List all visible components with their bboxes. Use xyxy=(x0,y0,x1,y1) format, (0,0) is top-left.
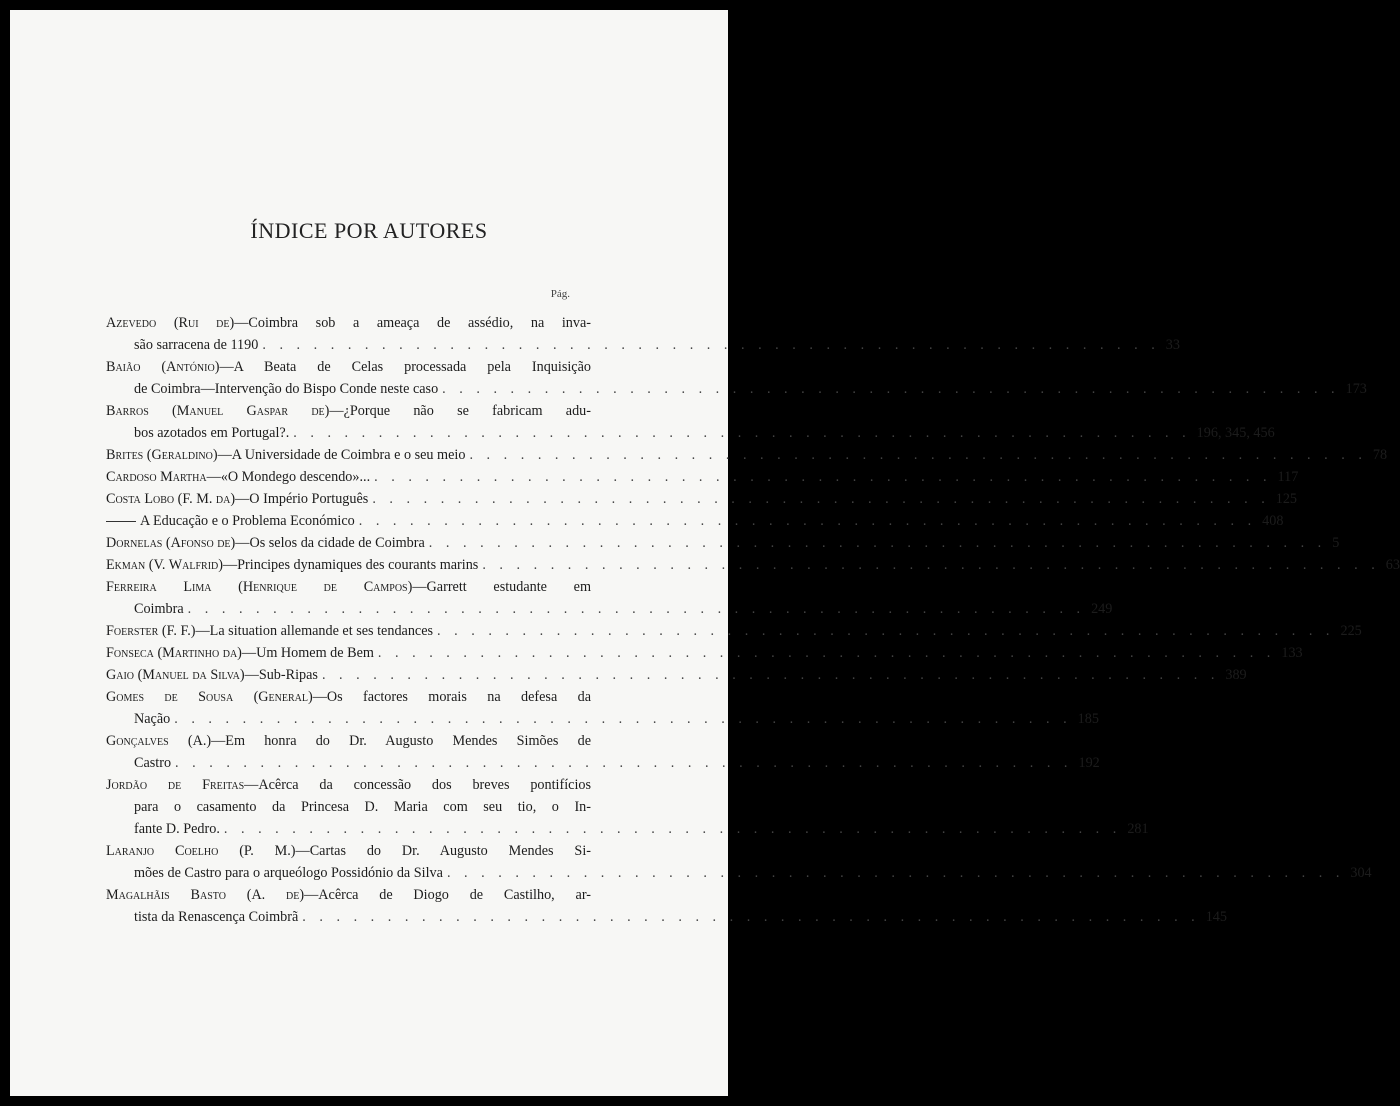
entry-line xyxy=(106,774,591,796)
entry-title-text: mões de Castro para o arqueólogo Possidónio da Silva xyxy=(134,865,443,881)
entry-author: Ferreira Lima (Henrique de Campos) xyxy=(106,579,413,595)
entry-title-text: —Principes dynamiques des courants marins xyxy=(222,557,479,573)
entry-line xyxy=(106,708,1099,730)
index-entry xyxy=(106,664,1247,686)
index-entry xyxy=(106,356,1367,400)
entry-line xyxy=(106,906,1227,928)
entry-line xyxy=(106,686,591,708)
page-number: 304 xyxy=(1350,865,1372,881)
dot-leader: . . . . . . . . . . . . . . . . . . . . . . . . . . . . . . . . . . . . . . . . . . . . . . . . . . . . . xyxy=(262,337,1160,353)
page-number: 408 xyxy=(1262,513,1284,529)
index-entry xyxy=(106,444,1388,466)
entry-line xyxy=(106,378,1367,400)
entry-title-text: —Sub-Ripas xyxy=(244,667,318,683)
entry-line xyxy=(106,620,1362,642)
entry-title-text: para o casamento da Princesa D. Maria com seu tio, o In- xyxy=(134,799,591,815)
entry-title-text: —«O Mondego descendo»... xyxy=(206,469,371,485)
entry-author: Magalhãis Basto (A. de) xyxy=(106,887,305,903)
entry-line xyxy=(106,598,1113,620)
entry-title-text: —A Universidade de Coimbra e o seu meio xyxy=(217,447,466,463)
entry-title-text: —Os factores morais na defesa da xyxy=(312,689,591,705)
entry-author: Gaio (Manuel da Silva) xyxy=(106,667,245,683)
entry-title-text: —O Império Português xyxy=(235,491,369,507)
entry-title-text: —Os selos da cidade de Coimbra xyxy=(235,535,425,551)
dot-leader: . . . . . . . . . . . . . . . . . . . . . . . . . . . . . . . . . . . . . . . . . . . . . . . . . . . . . xyxy=(482,557,1380,573)
dot-leader: . . . . . . . . . . . . . . . . . . . . . . . . . . . . . . . . . . . . . . . . . . . . . . . . . . . . . xyxy=(372,491,1270,507)
entry-author: Baião (António) xyxy=(106,359,220,375)
entry-line xyxy=(106,312,591,334)
index-entry xyxy=(106,400,1275,444)
entry-author: Gomes de Sousa (General) xyxy=(106,689,313,705)
index-entry xyxy=(106,532,1340,554)
entry-title-text: Coimbra xyxy=(134,601,184,617)
page-number: 192 xyxy=(1078,755,1100,771)
dot-leader: . . . . . . . . . . . . . . . . . . . . . . . . . . . . . . . . . . . . . . . . . . . . . . . . . . . . . xyxy=(442,381,1340,397)
entry-line xyxy=(106,576,591,598)
page-title: ÍNDICE POR AUTORES xyxy=(250,218,488,243)
dot-leader: . . . . . . . . . . . . . . . . . . . . . . . . . . . . . . . . . . . . . . . . . . . . . . . . . . . . . xyxy=(223,821,1122,837)
page-column-label: Pág. xyxy=(550,288,570,300)
page-number: 63 xyxy=(1385,557,1400,573)
entry-author: Dornelas (Afonso de) xyxy=(106,535,236,551)
entry-title-text: —Coimbra sob a ameaça de assédio, na inva- xyxy=(234,315,592,331)
page-number: 133 xyxy=(1281,645,1303,661)
page-number: 281 xyxy=(1127,821,1149,837)
entry-title-text: bos azotados em Portugal?. xyxy=(134,425,290,441)
entry-author: Foerster (F. F.) xyxy=(106,623,196,639)
page-number: 117 xyxy=(1277,469,1299,485)
entry-line xyxy=(106,796,591,818)
index-entry xyxy=(106,642,1303,664)
index-entry xyxy=(106,554,1400,576)
entry-title-text: —Acêrca de Diogo de Castilho, ar- xyxy=(304,887,591,903)
entry-line xyxy=(106,818,1149,840)
index-entry xyxy=(106,730,1100,774)
entry-author: Cardoso Martha xyxy=(106,469,207,485)
entry-title-text: —Garrett estudante em xyxy=(412,579,591,595)
entry-author: Costa Lobo (F. M. da) xyxy=(106,491,236,507)
entry-title-text: Nação xyxy=(134,711,171,727)
entry-line xyxy=(106,400,591,422)
dot-leader: . . . . . . . . . . . . . . . . . . . . . . . . . . . . . . . . . . . . . . . . . . . . . . . . . . . . . xyxy=(187,601,1086,617)
dot-leader: . . . . . . . . . . . . . . . . . . . . . . . . . . . . . . . . . . . . . . . . . . . . . . . . . . . . . xyxy=(302,909,1200,925)
page-number: 196, 345, 456 xyxy=(1196,425,1275,441)
dot-leader: . . . . . . . . . . . . . . . . . . . . . . . . . . . . . . . . . . . . . . . . . . . . . . . . . . . . . xyxy=(428,535,1327,551)
entry-title-text: são sarracena de 1190 xyxy=(134,337,259,353)
index-entry xyxy=(106,840,1372,884)
page-number: 225 xyxy=(1340,623,1362,639)
entry-author: Azevedo (Rui de) xyxy=(106,315,235,331)
entry-author: Ekman (V. Walfrid) xyxy=(106,557,223,573)
entry-title-text: fante D. Pedro. xyxy=(134,821,220,837)
dot-leader: . . . . . . . . . . . . . . . . . . . . . . . . . . . . . . . . . . . . . . . . . . . . . . . . . . . . . xyxy=(175,755,1073,771)
page-number: 185 xyxy=(1077,711,1099,727)
entry-title-text: tista da Renascença Coimbrã xyxy=(134,909,299,925)
dot-leader: . . . . . . . . . . . . . . . . . . . . . . . . . . . . . . . . . . . . . . . . . . . . . . . . . . . . . xyxy=(174,711,1072,727)
page-number: 125 xyxy=(1275,491,1298,507)
index-entry xyxy=(106,620,1362,642)
entry-line xyxy=(106,532,1340,554)
page-number: 145 xyxy=(1205,909,1227,925)
entry-line xyxy=(106,488,1298,510)
index-entry xyxy=(106,312,1180,356)
entry-line xyxy=(106,730,591,752)
page-number: 389 xyxy=(1225,667,1247,683)
entry-title-text: —Acêrca da concessão dos breves pontifícios xyxy=(244,777,592,793)
entry-line xyxy=(106,466,1299,488)
entry-author: Laranjo Coelho (P. M.) xyxy=(106,843,296,859)
entry-author: Jordão de Freitas xyxy=(106,777,245,793)
entry-line xyxy=(106,884,591,906)
entry-author: Barros (Manuel Gaspar de) xyxy=(106,403,330,419)
entry-line xyxy=(106,334,1180,356)
dot-leader: . . . . . . . . . . . . . . . . . . . . . . . . . . . . . . . . . . . . . . . . . . . . . . . . . . . . . xyxy=(446,865,1345,881)
entry-line xyxy=(106,510,1284,532)
page-number: 33 xyxy=(1165,337,1180,353)
entry-title-text: A Educação e o Problema Económico xyxy=(140,513,355,529)
index-entry xyxy=(106,466,1299,488)
dot-leader: . . . . . . . . . . . . . . . . . . . . . . . . . . . . . . . . . . . . . . . . . . . . . . . . . . . . . xyxy=(358,513,1257,529)
index-entry xyxy=(106,774,1149,840)
entry-author: Gonçalves (A.) xyxy=(106,733,212,749)
entry-title-text: —A Beata de Celas processada pela Inquisição xyxy=(219,359,591,375)
entry-line xyxy=(106,840,591,862)
entry-title-text: —¿Porque não se fabricam adu- xyxy=(329,403,591,419)
entry-title-text: —Um Homem de Bem xyxy=(241,645,374,661)
entry-author: Brites (Geraldino) xyxy=(106,447,218,463)
entry-line xyxy=(106,554,1400,576)
entry-title-text: —La situation allemande et ses tendances xyxy=(195,623,434,639)
index-entry xyxy=(106,488,1298,510)
dot-leader: . . . . . . . . . . . . . . . . . . . . . . . . . . . . . . . . . . . . . . . . . . . . . . . . . . . . . xyxy=(293,425,1191,441)
entry-line xyxy=(106,862,1372,884)
dot-leader: . . . . . . . . . . . . . . . . . . . . . . . . . . . . . . . . . . . . . . . . . . . . . . . . . . . . . xyxy=(469,447,1367,463)
entry-line xyxy=(106,356,591,378)
entry-title-text: —Em honra do Dr. Augusto Mendes Simões de xyxy=(211,733,591,749)
ditto-dash xyxy=(106,521,136,522)
index-list xyxy=(106,312,1400,928)
page-number: 173 xyxy=(1345,381,1367,397)
entry-line xyxy=(106,664,1247,686)
entry-line xyxy=(106,422,1275,444)
entry-line xyxy=(106,444,1388,466)
entry-title-text: Castro xyxy=(134,755,172,771)
entry-author: Fonseca (Martinho da) xyxy=(106,645,242,661)
entry-line xyxy=(106,642,1303,664)
entry-title-text: de Coimbra—Intervenção do Bispo Conde neste caso xyxy=(134,381,439,397)
dot-leader: . . . . . . . . . . . . . . . . . . . . . . . . . . . . . . . . . . . . . . . . . . . . . . . . . . . . . xyxy=(374,469,1272,485)
entry-title-text: —Cartas do Dr. Augusto Mendes Si- xyxy=(295,843,591,859)
page-number: 249 xyxy=(1091,601,1113,617)
index-entry xyxy=(106,686,1099,730)
document-page xyxy=(10,10,1400,1096)
page-number: 5 xyxy=(1332,535,1340,551)
page-number: 78 xyxy=(1372,447,1388,463)
dot-leader: . . . . . . . . . . . . . . . . . . . . . . . . . . . . . . . . . . . . . . . . . . . . . . . . . . . . . xyxy=(321,667,1220,683)
index-entry xyxy=(106,510,1284,532)
index-entry xyxy=(106,884,1227,928)
dot-leader: . . . . . . . . . . . . . . . . . . . . . . . . . . . . . . . . . . . . . . . . . . . . . . . . . . . . . xyxy=(377,645,1276,661)
index-entry xyxy=(106,576,1113,620)
entry-line xyxy=(106,752,1100,774)
dot-leader: . . . . . . . . . . . . . . . . . . . . . . . . . . . . . . . . . . . . . . . . . . . . . . . . . . . . . xyxy=(437,623,1335,639)
